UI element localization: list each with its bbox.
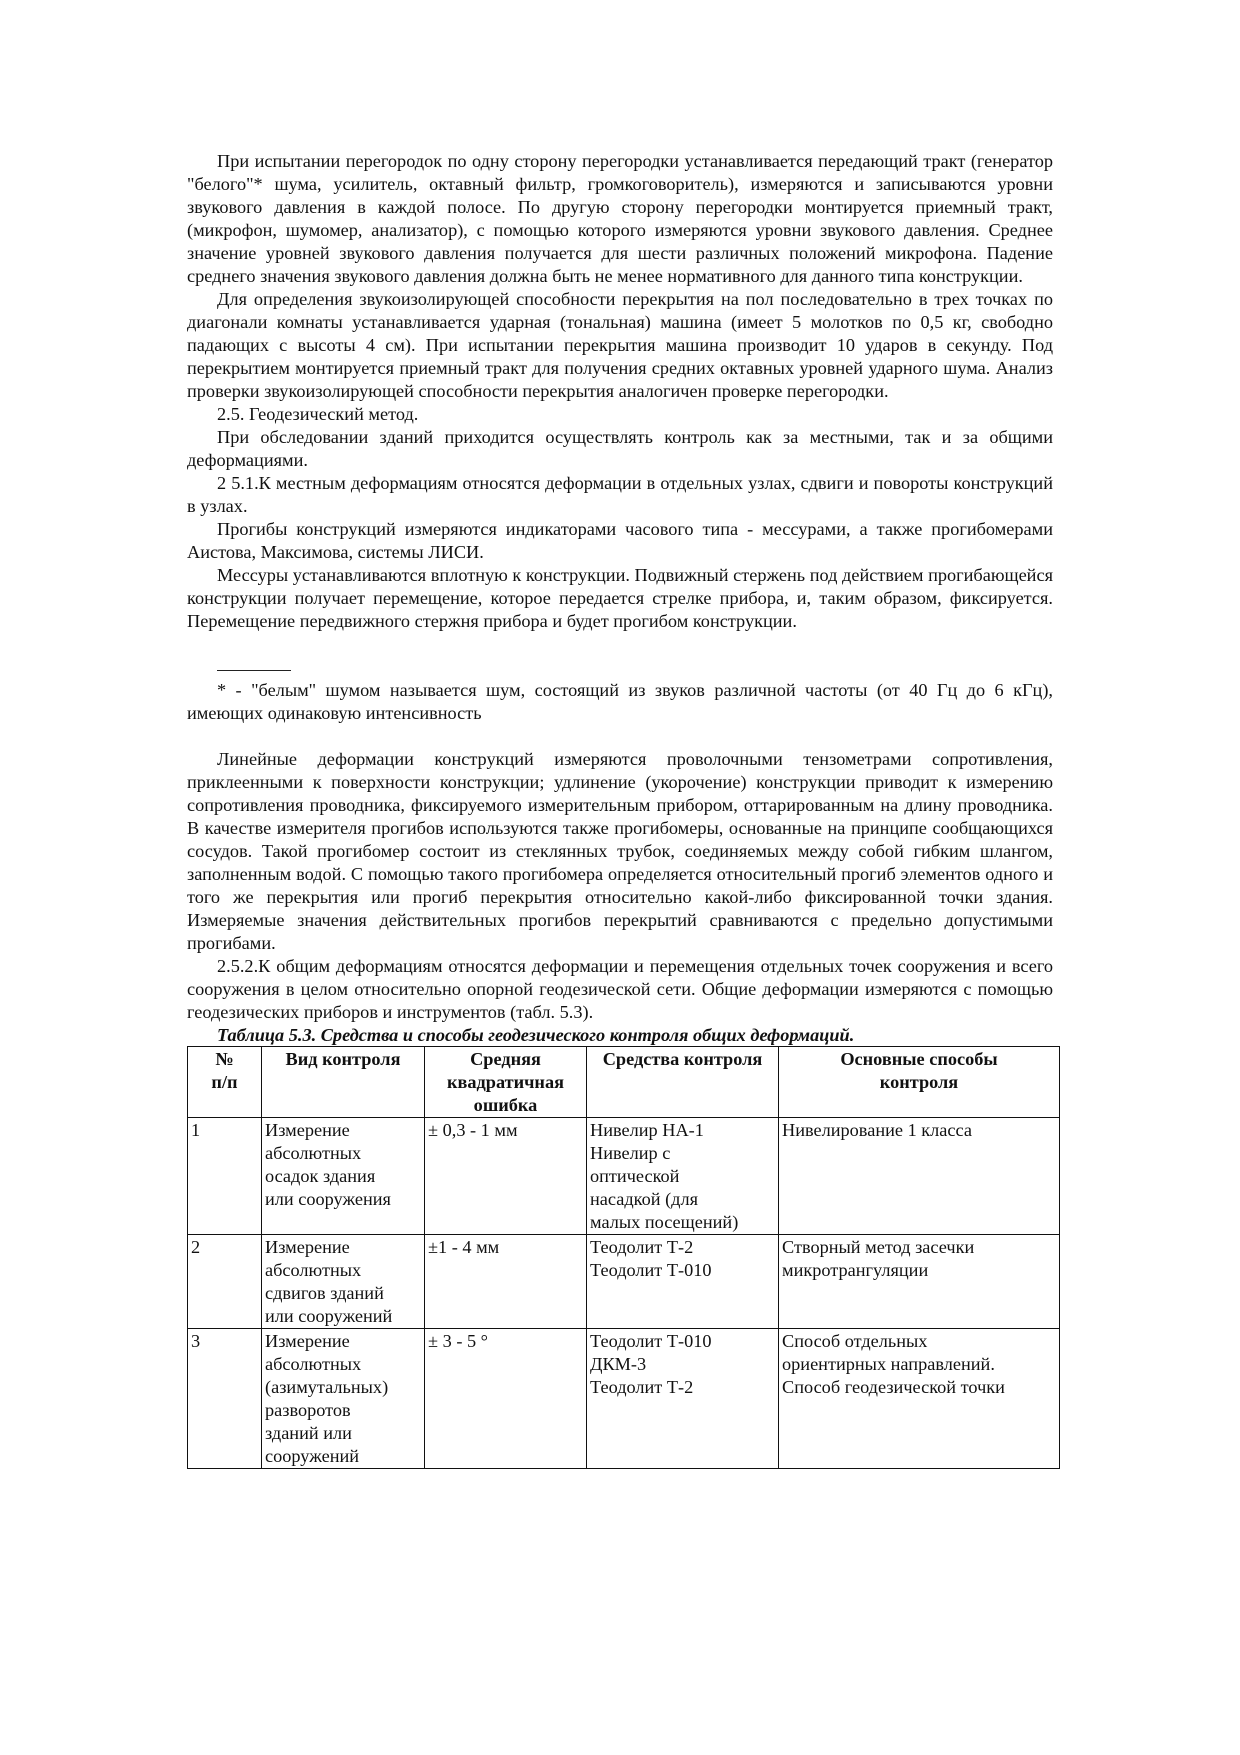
geodetic-control-table <box>187 1046 1060 1469</box>
cell-methods: Нивелирование 1 класса <box>779 1118 1060 1235</box>
cell-control-type: Измерение абсолютных (азимутальных) разворотов зданий или сооружений <box>262 1329 425 1469</box>
header-mean-square-error: Средняя квадратичная ошибка <box>425 1047 587 1118</box>
paragraph-local-deformations: 2 5.1.К местным деформациям относятся деформации в отдельных узлах, сдвиги и повороты конструкций в узлах. <box>187 473 1053 516</box>
document-page <box>187 150 1053 1469</box>
cell-error: ± 0,3 - 1 мм <box>425 1118 587 1235</box>
cell-num: 3 <box>188 1329 262 1469</box>
cell-num: 2 <box>188 1235 262 1329</box>
paragraph-linear-deformations: Линейные деформации конструкций измеряются проволочными тензометрами сопротивления, приклеенными к поверхности конструкции; удлинение (укорочение) конструкции приводит к измерению сопротивления проводника, фиксируемого измерительным прибором, оттарированным на длину проводника. В качестве измерителя прогибов используются также прогибомеры, основанные на принципе сообщающихся сосудов. Такой прогибомер состоит из стеклянных трубок, соединяемых между собой гибким шлангом, заполненным водой. С помощью такого прогибомера определяется относительный прогиб элементов одного и того же перекрытия или прогиб перекрытия относительно какой-либо фиксированной точки здания. Измеряемые значения действительных прогибов перекрытий сравниваются с предельно допустимыми прогибами. <box>187 749 1053 953</box>
cell-num: 1 <box>188 1118 262 1235</box>
section-heading-geodetic: 2.5. Геодезический метод. <box>217 404 419 424</box>
cell-means: Нивелир НА-1 Нивелир с оптической насадкой (для малых посещений) <box>587 1118 779 1235</box>
paragraph-deflections: Прогибы конструкций измеряются индикаторами часового типа - мессурами, а также прогибомерами Аистова, Максимова, системы ЛИСИ. <box>187 519 1053 562</box>
cell-control-type: Измерение абсолютных сдвигов зданий или сооружений <box>262 1235 425 1329</box>
table-row <box>188 1329 1060 1469</box>
cell-control-type: Измерение абсолютных осадок здания или сооружения <box>262 1118 425 1235</box>
cell-means: Теодолит Т-2 Теодолит Т-010 <box>587 1235 779 1329</box>
cell-error: ± 3 - 5 ° <box>425 1329 587 1469</box>
paragraph-dial-gauges: Мессуры устанавливаются вплотную к конструкции. Подвижный стержень под действием прогибающейся конструкции получает перемещение, которое передается стрелке прибора, и, таким образом, фиксируется. Перемещение передвижного стержня прибора и будет прогибом конструкции. <box>187 565 1053 631</box>
paragraph-floor-testing: Для определения звукоизолирующей способности перекрытия на пол последовательно в трех точках по диагонали комнаты устанавливается ударная (тональная) машина (имеет 5 молотков по 0,5 кг, свободно падающих с высоты 4 см). При испытании перекрытия машина производит 10 ударов в секунду. Под перекрытием монтируется приемный тракт для получения средних октавных уровней ударного шума. Анализ проверки звукоизолирующей способности перекрытия аналогичен проверке перегородки. <box>187 289 1053 401</box>
cell-methods: Створный метод засечки микротрангуляции <box>779 1235 1060 1329</box>
table-row <box>188 1118 1060 1235</box>
cell-error: ±1 - 4 мм <box>425 1235 587 1329</box>
header-control-means: Средства контроля <box>587 1047 779 1118</box>
footnote-white-noise: * - "белым" шумом называется шум, состоящий из звуков различной частоты (от 40 Гц до 6 кГц), имеющих одинаковую интенсивность <box>187 680 1053 723</box>
header-num: № п/п <box>188 1047 262 1118</box>
cell-means: Теодолит Т-010 ДКМ-3 Теодолит Т-2 <box>587 1329 779 1469</box>
table-caption: Таблица 5.3. Средства и способы геодезического контроля общих деформаций. <box>217 1025 855 1045</box>
cell-methods: Способ отдельных ориентирных направлений. Способ геодезической точки <box>779 1329 1060 1469</box>
header-control-type: Вид контроля <box>262 1047 425 1118</box>
header-control-methods: Основные способы контроля <box>779 1047 1060 1118</box>
table-row <box>188 1235 1060 1329</box>
table-header-row <box>188 1047 1060 1118</box>
footnote-separator <box>187 656 1053 679</box>
paragraph-general-deformations: 2.5.2.К общим деформациям относятся деформации и перемещения отдельных точек сооружения и всего сооружения в целом относительно опорной геодезической сети. Общие деформации измеряются с помощью геодезических приборов и инструментов (табл. 5.3). <box>187 956 1053 1022</box>
paragraph-deformations-intro: При обследовании зданий приходится осуществлять контроль как за местными, так и за общими деформациями. <box>187 427 1053 470</box>
paragraph-partition-testing: При испытании перегородок по одну сторону перегородки устанавливается передающий тракт (генератор "белого"* шума, усилитель, октавный фильтр, громкоговоритель), измеряются и записываются уровни звукового давления в каждой полосе. По другую сторону перегородки монтируется приемный тракт, (микрофон, шумомер, анализатор), с помощью которого измеряются уровни звукового давления. Среднее значение уровней звукового давления получается для шести различных положений микрофона. Падение среднего значения звукового давления должна быть не менее нормативного для данного типа конструкции. <box>187 151 1053 286</box>
